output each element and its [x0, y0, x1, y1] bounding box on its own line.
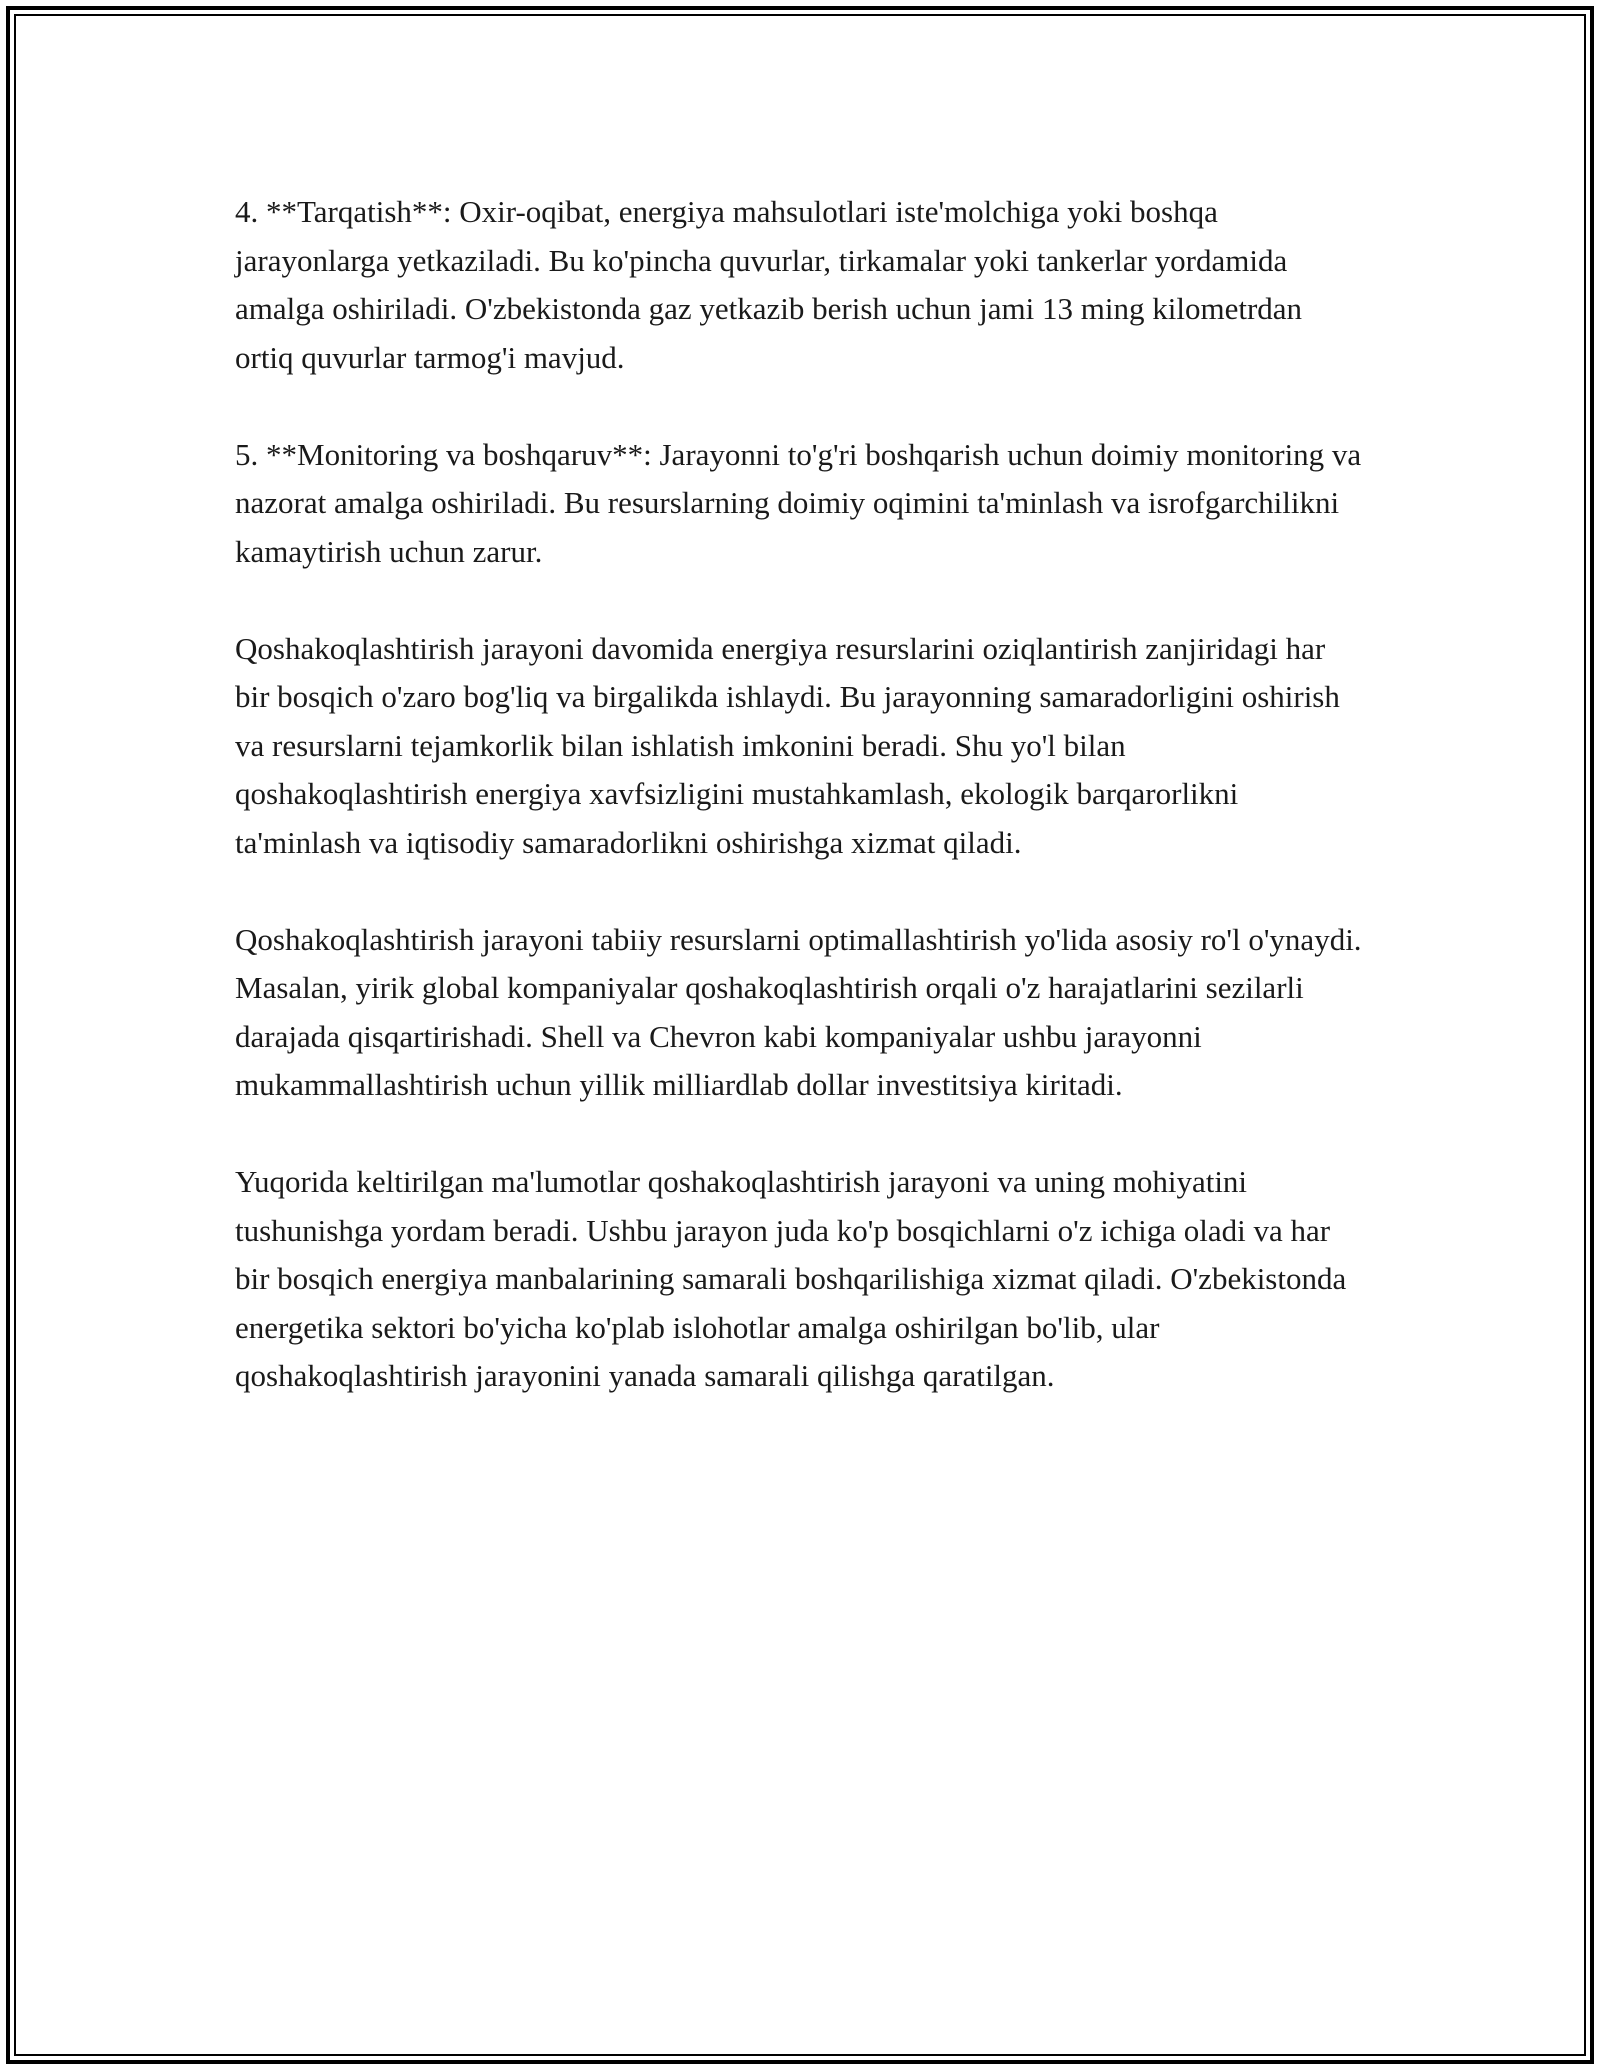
paragraph-monitoring: 5. **Monitoring va boshqaruv**: Jarayonni to'g'ri boshqarish uchun doimiy monitoring va nazorat amalga oshiriladi. Bu resurslarning doimiy oqimini ta'minlash va isrofgarchilikni kamaytirish uchun zarur. [235, 436, 1362, 569]
paragraph-optimization: Qoshakoqlashtirish jarayoni tabiiy resurslarni optimallashtirish yo'lida asosiy ro'l o'ynaydi. Masalan, yirik global kompaniyalar qoshakoqlashtirish orqali o'z harajatlarini sezilarli darajada qisqartirishadi. Shell va Chevron kabi kompaniyalar ushbu jarayonni mukammallashtirish uchun yillik milliardlab dollar investitsiya kiritadi. [235, 921, 1362, 1102]
paragraph-distribution: 4. **Tarqatish**: Oxir-oqibat, energiya mahsulotlari iste'molchiga yoki boshqa jarayonlarga yetkaziladi. Bu ko'pincha quvurlar, tirkamalar yoki tankerlar yordamida amalga oshiriladi. O'zbekistonda gaz yetkazib berish uchun jami 13 ming kilometrdan ortiq quvurlar tarmog'i mavjud. [235, 194, 1303, 375]
paragraph-process-chain: Qoshakoqlashtirish jarayoni davomida energiya resurslarini oziqlantirish zanjiridagi har bir bosqich o'zaro bog'liq va birgalikda ishlaydi. Bu jarayonning samaradorligini oshirish va resurslarni tejamkorlik bilan ishlatish imkonini beradi. Shu yo'l bilan qoshakoqlashtirish energiya xavfsizligini mustahkamlash, ekologik barqarorlikni ta'minlash va iqtisodiy samaradorlikni oshirishga xizmat qiladi. [235, 630, 1340, 860]
paragraph-conclusion: Yuqorida keltirilgan ma'lumotlar qoshakoqlashtirish jarayoni va uning mohiyatini tushunishga yordam beradi. Ushbu jarayon juda ko'p bosqichlarni o'z ichiga oladi va har bir bosqich energiya manbalarining samarali boshqarilishiga xizmat qiladi. O'zbekistonda energetika sektori bo'yicha ko'plab islohotlar amalga oshirilgan bo'lib, ular qoshakoqlashtirish jarayonini yanada samarali qilishga qaratilgan. [235, 1164, 1347, 1393]
document-body [235, 188, 1365, 1401]
